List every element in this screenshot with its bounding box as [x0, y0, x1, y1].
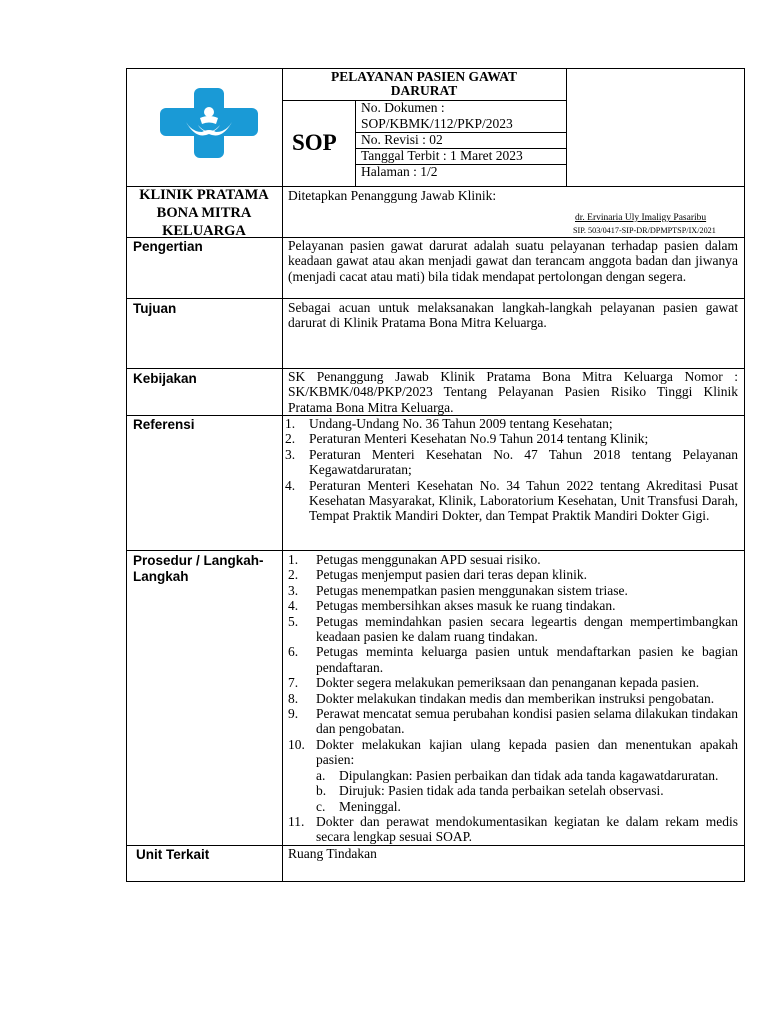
prosedur-bottom-line [126, 845, 745, 846]
list-item: 8. Dokter melakukan tindakan medis dan memberikan instruksi pengobatan. [288, 690, 715, 706]
tujuan-text: Sebagai acuan untuk melaksanakan langkah-langkah pelayanan pasien gawat darurat di Klinik Pratama Bona Mitra Keluarga. [288, 300, 738, 331]
prosedur-label [133, 553, 264, 585]
unit-terkait-label: Unit Terkait [136, 847, 210, 862]
issue-date: Tanggal Terbit : 1 Maret 2023 [361, 148, 523, 163]
sop-cell-divider [355, 100, 356, 186]
sop-title-line2: DARURAT [390, 83, 458, 98]
revision-number: No. Revisi : 02 [361, 132, 443, 147]
list-item: 6. Petugas meminta keluarga pasien untuk mendaftarkan pasien ke bagian pendaftaran. [288, 644, 738, 675]
prosedur-label-line1: Prosedur / Langkah- [133, 553, 264, 568]
referensi-bottom-line [126, 550, 745, 551]
referensi-list [285, 416, 738, 524]
kebijakan-text: SK Penanggung Jawab Klinik Pratama Bona Mitra Keluarga Nomor : SK/KBMK/048/PKP/2023 Tentang Pelayanan Pasien Risiko Tinggi Klinik Pratama Bona Mitra Keluarga. [288, 369, 738, 415]
pengertian-text: Pelayanan pasien gawat darurat adalah suatu pelayanan terhadap pasien dalam keadaan gawat atau akan menjadi gawat dan terancam anggota badan dan jiwanya (menjadi cacat atau mati) bila tidak mendapat pertolongan dengan segera. [288, 238, 738, 284]
list-item: 7. Dokter segera melakukan pemeriksaan dan penanganan kepada pasien. [288, 675, 700, 691]
clinic-logo [156, 88, 262, 158]
list-item: 2. Peraturan Menteri Kesehatan No.9 Tahun 2014 tentang Klinik; [285, 431, 649, 447]
doc-number-value: SOP/KBMK/112/PKP/2023 [361, 116, 513, 131]
clinic-name-line3: KELUARGA [162, 223, 246, 239]
sub-list-item: a. Dipulangkan: Pasien perbaikan dan tidak ada tanda kagawatdaruratan. [316, 767, 719, 783]
medical-cross-hands-logo-icon [156, 88, 262, 158]
prosedur-sublist [316, 768, 738, 814]
list-item: 4. Petugas membersihkan akses masuk ke ruang tindakan. [288, 598, 616, 614]
header-right-divider [566, 68, 567, 186]
unit-terkait-text: Ruang Tindakan [288, 846, 377, 861]
page-number: Halaman : 1/2 [361, 164, 438, 179]
kebijakan-label: Kebijakan [133, 371, 197, 386]
clinic-name-line2: BONA MITRA [156, 205, 252, 221]
list-item: 9. Perawat mencatat semua perubahan kondisi pasien selama dilakukan tindakan dan pengobatan. [288, 706, 738, 737]
list-item: 5. Petugas memindahkan pasien secara legeartis dengan mempertimbangkan keadaan pasien ke dalam ruang tindakan. [288, 613, 738, 645]
pengertian-label: Pengertian [133, 239, 203, 254]
list-item: 10. Dokter melakukan kajian ulang kepada pasien dan menentukan apakah pasien: a. Dipulangkan: Pasien perbaikan dan tidak ada tanda kagawatdaruratan. b. Dirujuk: Pasien tidak ada tanda perbaikan setelah observasi. c. Meninggal. [288, 736, 738, 814]
list-item: 4. Peraturan Menteri Kesehatan No. 34 Tahun 2022 tentang Akreditasi Pusat Kesehatan Masyarakat, Klinik, Laboratorium Kesehatan, Unit Transfusi Darah, Tempat Praktik Mandiri Dokter, dan Tempat Praktik Mandiri Dokter Gigi. [285, 477, 738, 524]
list-item: 3. Peraturan Menteri Kesehatan No. 47 Tahun 2018 tentang Pelayanan Kegawatdaruratan; [285, 446, 738, 478]
list-item: 3. Petugas menempatkan pasien menggunakan sistem triase. [288, 582, 628, 598]
prosedur-list [288, 552, 738, 845]
doc-number-label: No. Dokumen : [361, 100, 445, 115]
list-item: 2. Petugas menjemput pasien dari teras depan klinik. [288, 567, 588, 583]
established-by: Ditetapkan Penanggung Jawab Klinik: [288, 188, 497, 203]
prosedur-label-line2: Langkah [133, 569, 189, 584]
label-column-divider [282, 68, 283, 882]
tujuan-label: Tujuan [133, 301, 177, 316]
sop-label: SOP [292, 130, 337, 155]
sub-list-item: b. Dirujuk: Pasien tidak ada tanda perbaikan setelah observasi. [316, 783, 664, 799]
referensi-label: Referensi [133, 417, 195, 432]
list-item: 1. Undang-Undang No. 36 Tahun 2009 tentang Kesehatan; [285, 416, 613, 431]
sop-title [282, 70, 566, 98]
clinic-name-line1: KLINIK PRATAMA [139, 187, 269, 203]
list-item: 11. Dokter dan perawat mendokumentasikan kegiatan ke dalam rekam medis secara lengkap sesuai SOAP. [288, 813, 738, 845]
sub-list-item: c. Meninggal. [316, 798, 401, 814]
sop-title-line1: PELAYANAN PASIEN GAWAT [330, 69, 518, 84]
signer-sip: SIP. 503/0417-SIP-DR/DPMPTSP/IX/2021 [573, 226, 716, 235]
signer-name: dr. Ervinaria Uly Imaligy Pasaribu [575, 213, 707, 223]
clinic-name [126, 186, 282, 240]
pengertian-bottom-line [126, 298, 745, 299]
list-item: 1. Petugas menggunakan APD sesuai risiko. [288, 552, 541, 567]
